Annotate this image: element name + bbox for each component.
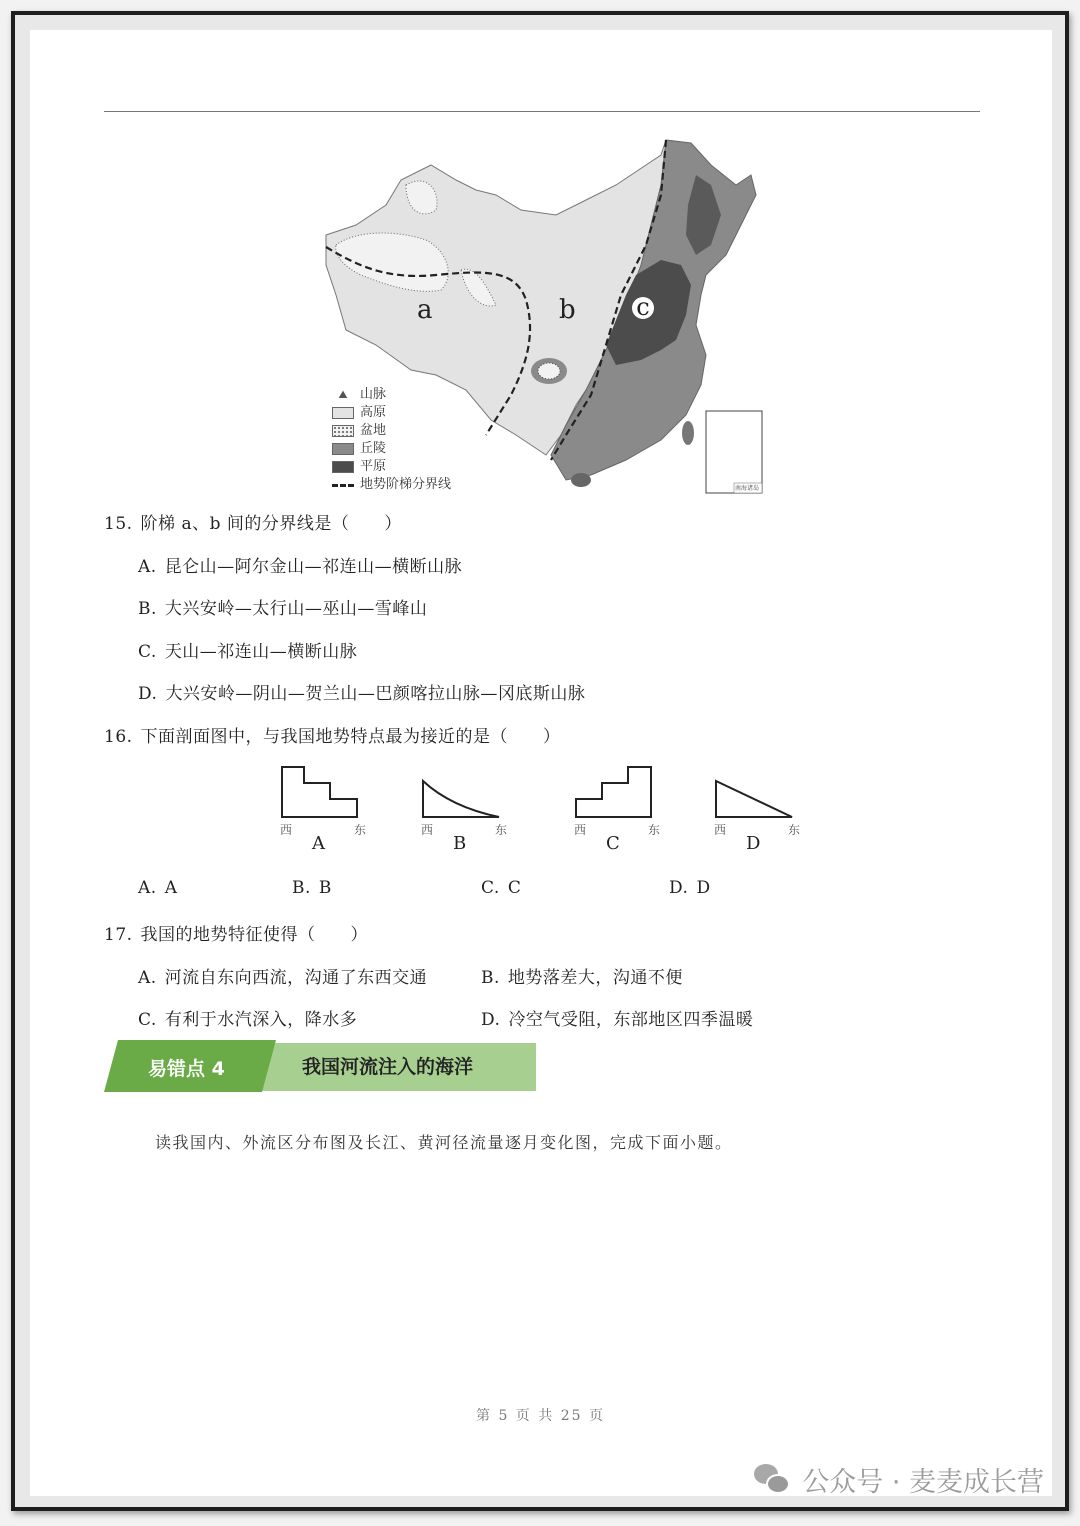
header-rule (104, 111, 980, 112)
legend-label: 盆地 (360, 423, 387, 438)
west-label: 西 (574, 823, 587, 837)
option-key: D. (669, 878, 689, 898)
option-text: A (164, 878, 178, 898)
option-key: A. (138, 968, 157, 988)
map-legend (332, 386, 451, 494)
option-text: C (507, 878, 522, 898)
option-text: 地势落差大，沟通不便 (507, 968, 683, 988)
page-number-footer: 第 5 页 共 25 页 (476, 1408, 605, 1424)
inset-label: 南海诸岛 (735, 485, 760, 492)
question-17-stem (104, 920, 368, 945)
profile-label: A (312, 833, 325, 854)
legend-label: 地势阶梯分界线 (360, 477, 452, 492)
profile-label: B (453, 833, 467, 854)
option-text: 河流自东向西流，沟通了东西交通 (164, 968, 428, 988)
option-key: C. (481, 878, 500, 898)
q17-option-b[interactable] (481, 963, 683, 988)
profile-diagram-d (714, 765, 804, 855)
profile-label: D (746, 833, 761, 854)
question-number: 15. (104, 514, 133, 534)
west-label: 西 (714, 823, 727, 837)
east-label: 东 (787, 823, 800, 837)
question-text: 阶梯 a、b 间的分界线是（ ） (140, 514, 402, 534)
q16-option-a[interactable] (138, 878, 177, 898)
option-text: D (696, 878, 711, 898)
legend-label: 平原 (360, 459, 387, 474)
option-text: 昆仑山—阿尔金山—祁连山—横断山脉 (164, 557, 463, 577)
wechat-icon (754, 1464, 792, 1496)
watermark-text: 公众号 · 麦麦成长营 (802, 1467, 1044, 1498)
section-title: 我国河流注入的海洋 (302, 1056, 474, 1078)
legend-label: 山脉 (360, 387, 387, 402)
profile-label: C (606, 833, 620, 854)
q16-option-b[interactable] (292, 878, 332, 898)
option-key: B. (138, 599, 157, 619)
map-label-a: a (417, 295, 433, 325)
question-text: 我国的地势特征使得（ ） (140, 925, 369, 945)
q17-option-d[interactable] (481, 1005, 753, 1030)
question-15-stem (104, 509, 402, 534)
option-key: A. (138, 878, 157, 898)
mountain-icon: ⛰ (338, 388, 348, 401)
question-number: 17. (104, 925, 133, 945)
west-label: 西 (280, 823, 293, 837)
map-label-b: b (559, 295, 576, 325)
q16-option-d[interactable] (669, 878, 711, 898)
option-text: 大兴安岭—阴山—贺兰山—巴颜喀拉山脉—冈底斯山脉 (165, 684, 586, 704)
q16-option-c[interactable] (481, 878, 521, 898)
legend-label: 高原 (360, 405, 387, 420)
plateau-swatch (332, 407, 354, 419)
q17-option-c[interactable] (138, 1005, 357, 1030)
profile-diagram-b (421, 765, 511, 855)
option-text: 冷空气受阻，东部地区四季温暖 (508, 1010, 754, 1030)
legend-item-boundary (332, 476, 451, 494)
section-banner (104, 1040, 536, 1092)
option-key: B. (292, 878, 311, 898)
legend-label: 丘陵 (360, 441, 387, 456)
option-key: C. (138, 1010, 157, 1030)
legend-item-plain (332, 458, 451, 476)
option-text: B (318, 878, 332, 898)
east-label: 东 (353, 823, 366, 837)
east-label: 东 (494, 823, 507, 837)
linear-slope-profile (714, 765, 794, 821)
q17-option-a[interactable] (138, 963, 427, 988)
q15-option-d[interactable] (138, 679, 585, 704)
plain-swatch (332, 461, 354, 473)
map-label-c: c (632, 297, 654, 319)
q15-option-c[interactable] (138, 637, 357, 662)
option-key: B. (481, 968, 500, 988)
basin-swatch (332, 425, 354, 437)
legend-item-mountain (332, 386, 451, 404)
option-key: A. (138, 557, 157, 577)
east-label: 东 (647, 823, 660, 837)
q15-option-b[interactable] (138, 594, 427, 619)
profile-diagram-c (574, 765, 664, 855)
legend-item-plateau (332, 404, 451, 422)
concave-slope-profile (421, 765, 501, 821)
option-text: 有利于水汽深入，降水多 (164, 1010, 358, 1030)
q15-option-a[interactable] (138, 552, 462, 577)
section-intro: 读我国内、外流区分布图及长江、黄河径流量逐月变化图，完成下面小题。 (155, 1133, 733, 1152)
legend-item-basin (332, 422, 451, 440)
question-text: 下面剖面图中，与我国地势特点最为接近的是（ ） (140, 727, 561, 747)
section-tag: 易错点 4 (148, 1058, 225, 1080)
option-text: 大兴安岭—太行山—巫山—雪峰山 (164, 599, 428, 619)
stepped-descending-profile (280, 765, 360, 821)
west-label: 西 (421, 823, 434, 837)
option-text: 天山—祁连山—横断山脉 (164, 642, 358, 662)
option-key: D. (138, 684, 158, 704)
hill-swatch (332, 443, 354, 455)
question-number: 16. (104, 727, 133, 747)
dashed-line-icon (332, 484, 354, 487)
profile-diagram-a (280, 765, 370, 855)
option-key: D. (481, 1010, 501, 1030)
legend-item-hill (332, 440, 451, 458)
watermark (754, 1460, 1044, 1499)
question-16-stem (104, 722, 561, 747)
stepped-ascending-profile (574, 765, 654, 821)
option-key: C. (138, 642, 157, 662)
